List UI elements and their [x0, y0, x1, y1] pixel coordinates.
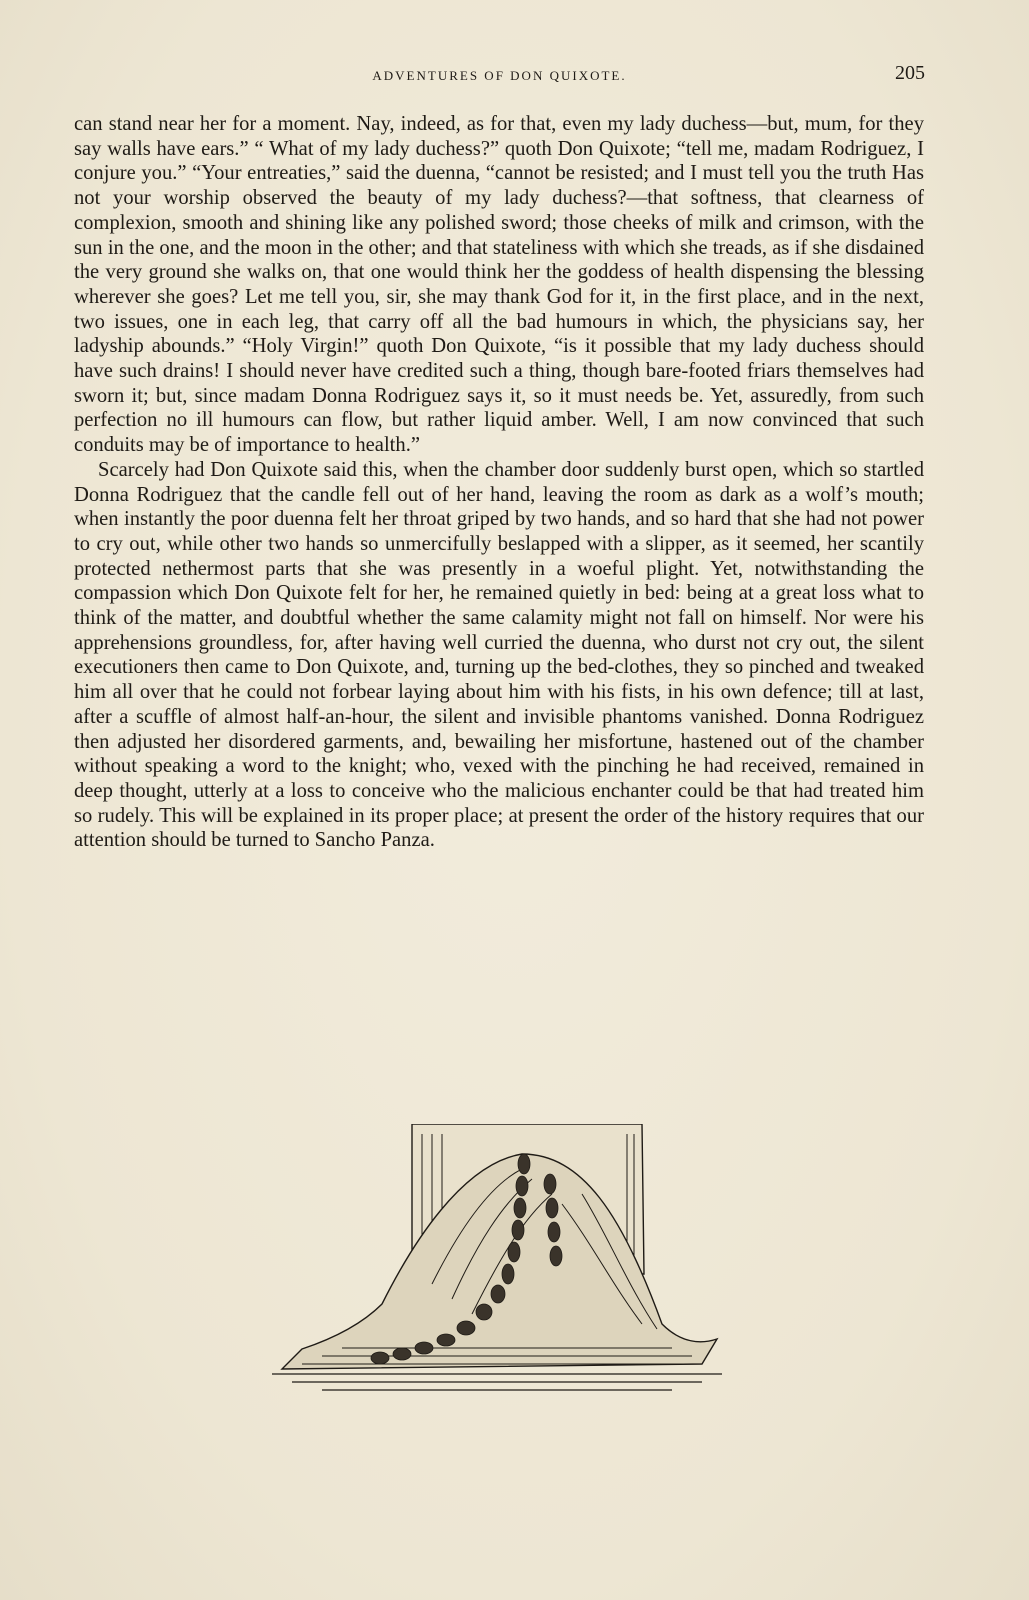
paragraph-1: can stand near her for a moment. Nay, indeed, as for that, even my lady duchess—but, mum, for they say walls have ears.” “ What of my lady duchess?” quoth Don Quixote; “tell me, madam Rodriguez, I conjure you.” “Your entreaties,” said the duenna, “cannot be resisted; and I must tell you the truth Has not your worship observed the beauty of my lady duchess?—that softness, that clearness of complexion, smooth and shining like any polished sword; those cheeks of milk and crimson, with the sun in the one, and the moon in the other; and that stateliness with which she treads, as if she disdained the very ground she walks on, that one would think her the goddess of health dispensing the blessing wherever she goes? Let me tell you, sir, she may thank God for it, in the first place, and in the next, two issues, one in each leg, that carry off all the bad humours in which, the physicians say, her ladyship abounds.” “Holy Virgin!” quoth Don Quixote, “is it possible that my lady duchess should have such drains! I should never have credited such a thing, though bare-footed friars themselves had sworn it; but, since madam Donna Rodriguez says it, so it must needs be. Yet, assuredly, from such perfection no ill humours can flow, but rather liquid amber. Well, I am now convinced that such conduits may be of importance to health.”: [74, 113, 924, 457]
body-text: [74, 112, 924, 853]
page-header: [74, 62, 925, 92]
running-title: ADVENTURES OF DON QUIXOTE.: [372, 68, 627, 83]
chain-and-drapery-vignette-icon: [262, 1124, 732, 1414]
paragraph-2: Scarcely had Don Quixote said this, when the chamber door suddenly burst open, which so startled Donna Rodriguez that the candle fell out of her hand, leaving the room as dark as a wolf’s mouth; when instantly the poor duenna felt her throat griped by two hands, and so hard that she had not power to cry out, while other two hands so unmercifully beslapped with a slipper, as it seemed, her scantily protected nethermost parts that she was presently in a woeful plight. Yet, notwithstanding the compassion which Don Quixote felt for her, he remained quietly in bed: being at a great loss what to think of the matter, and doubtful whether the same calamity might not fall on himself. Nor were his apprehensions groundless, for, after having well curried the duenna, who durst not cry out, the silent executioners then came to Don Quixote, and, turning up the bed-clothes, they so pinched and tweaked him all over that he could not forbear laying about him with his fists, in his own defence; till at last, after a scuffle of almost half-an-hour, the silent and invisible phantoms vanished. Donna Rodriguez then adjusted her disordered garments, and, bewailing her misfortune, hastened out of the chamber without speaking a word to the knight; who, vexed with the pinching he had received, remained in deep thought, utterly at a loss to conceive who the malicious enchanter could be that had treated him so rudely. This will be explained in its proper place; at present the order of the history requires that our attention should be turned to Sancho Panza.: [74, 458, 924, 852]
page-number: 205: [895, 62, 925, 84]
